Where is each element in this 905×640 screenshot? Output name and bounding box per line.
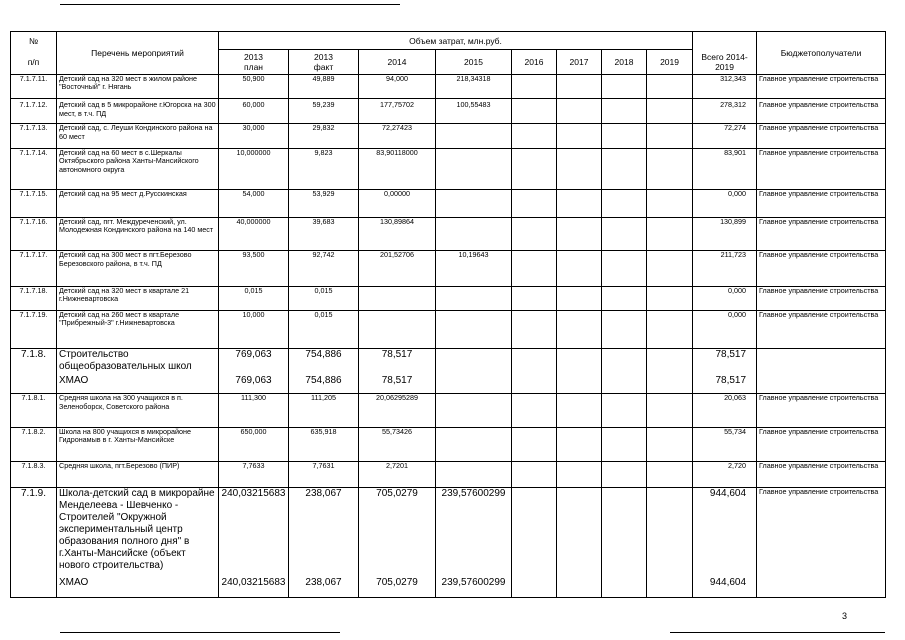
group-sub-total: 78,517 <box>693 375 757 393</box>
row-2014: 20,06295289 <box>359 394 436 427</box>
header-2018: 2018 <box>602 50 647 74</box>
row-fact-2013: 0,015 <box>289 286 359 310</box>
table-row <box>11 427 886 461</box>
header-no-sub: п/п <box>11 50 57 74</box>
group-name: Школа-детский сад в микрорайне Менделеева - Шевченко - Строителей "Окружной экспериментальный центр образования полного дня" в г.Ханты-Мансийске (объект нового строительства) <box>57 488 219 577</box>
table-row <box>11 124 886 148</box>
row-recipient: Главное управление строительства <box>757 148 886 190</box>
row-recipient: Главное управление строительства <box>757 98 886 123</box>
page-number: 3 <box>842 611 848 621</box>
group-plan-2013: 240,03215683 <box>219 488 289 577</box>
group-sub-2015: 239,57600299 <box>436 577 512 597</box>
row-code: 7.1.7.17. <box>11 251 57 287</box>
row-fact-2013: 635,918 <box>289 427 359 461</box>
group-2015: 239,57600299 <box>436 488 512 577</box>
header-measures: Перечень мероприятий <box>57 32 219 75</box>
header-2013-fact: 2013 факт <box>289 50 359 74</box>
row-code: 7.1.7.19. <box>11 310 57 349</box>
row-name: Детский сад на 320 мест в квартале 21 г.Нижневартовска <box>57 286 219 310</box>
row-recipient: Главное управление строительства <box>757 310 886 349</box>
row-plan-2013: 10,000 <box>219 310 289 349</box>
table-row <box>11 74 886 98</box>
row-fact-2013: 29,832 <box>289 124 359 148</box>
row-code: 7.1.7.16. <box>11 217 57 250</box>
row-2014: 0,00000 <box>359 190 436 217</box>
row-plan-2013: 93,500 <box>219 251 289 287</box>
header-total-top <box>693 32 757 50</box>
header-recipient: Бюджетополучатели <box>757 32 886 75</box>
row-plan-2013: 10,000000 <box>219 148 289 190</box>
row-plan-2013: 7,7633 <box>219 461 289 487</box>
group-sub-name: ХМАО <box>57 577 219 597</box>
row-name: Средняя школа, пгт.Березово (ПИР) <box>57 461 219 487</box>
row-2014: 83,90118000 <box>359 148 436 190</box>
row-plan-2013: 111,300 <box>219 394 289 427</box>
scan-edge-line <box>60 632 340 633</box>
header-2019: 2019 <box>647 50 693 74</box>
row-name: Детский сад, пгт. Междуреченский, ул. Молодежная Кондинского района на 140 мест <box>57 217 219 250</box>
group-subtotal-row <box>11 375 886 393</box>
row-code: 7.1.7.15. <box>11 190 57 217</box>
row-plan-2013: 40,000000 <box>219 217 289 250</box>
group-fact-2013: 754,886 <box>289 349 359 375</box>
row-recipient: Главное управление строительства <box>757 217 886 250</box>
group-sub-fact-2013: 754,886 <box>289 375 359 393</box>
row-name: Детский сад в 5 микрорайоне г.Югорска на 300 мест, в т.ч. ПД <box>57 98 219 123</box>
scan-edge-line <box>60 4 400 5</box>
row-total: 72,274 <box>693 124 757 148</box>
row-2014: 177,75702 <box>359 98 436 123</box>
row-fact-2013: 53,929 <box>289 190 359 217</box>
row-name: Детский сад на 260 мест в квартале "Прибрежный-3" г.Нижневартовска <box>57 310 219 349</box>
group-row <box>11 488 886 577</box>
group-2014: 78,517 <box>359 349 436 375</box>
row-2014: 55,73426 <box>359 427 436 461</box>
table-row <box>11 148 886 190</box>
table-row <box>11 310 886 349</box>
row-fact-2013: 39,683 <box>289 217 359 250</box>
row-total: 278,312 <box>693 98 757 123</box>
group-name: Строительство общеобразовательных школ <box>57 349 219 375</box>
row-code: 7.1.8.1. <box>11 394 57 427</box>
row-recipient: Главное управление строительства <box>757 251 886 287</box>
scan-edge-line <box>670 632 885 633</box>
table-row <box>11 461 886 487</box>
row-2014: 2,7201 <box>359 461 436 487</box>
table-row <box>11 286 886 310</box>
row-fact-2013: 111,205 <box>289 394 359 427</box>
row-name: Школа на 800 учащихся в микрорайоне Гидронамыв в г. Ханты-Мансийске <box>57 427 219 461</box>
row-code: 7.1.8.2. <box>11 427 57 461</box>
header-2017: 2017 <box>557 50 602 74</box>
row-total: 0,000 <box>693 310 757 349</box>
budget-table <box>10 31 886 598</box>
row-fact-2013: 9,823 <box>289 148 359 190</box>
row-plan-2013: 54,000 <box>219 190 289 217</box>
group-recipient: Главное управление строительства <box>757 488 886 577</box>
group-sub-name: ХМАО <box>57 375 219 393</box>
row-fact-2013: 7,7631 <box>289 461 359 487</box>
group-sub-2014: 705,0279 <box>359 577 436 597</box>
row-code: 7.1.7.13. <box>11 124 57 148</box>
header-2015: 2015 <box>436 50 512 74</box>
row-total: 20,063 <box>693 394 757 427</box>
row-name: Детский сад, с. Леуши Кондинского района на 60 мест <box>57 124 219 148</box>
row-code: 7.1.7.18. <box>11 286 57 310</box>
row-name: Детский сад на 320 мест в жилом районе "Восточный" г. Нягань <box>57 74 219 98</box>
row-total: 211,723 <box>693 251 757 287</box>
row-2015: 100,55483 <box>436 98 512 123</box>
group-code: 7.1.8. <box>11 349 57 394</box>
header-2014: 2014 <box>359 50 436 74</box>
row-recipient: Главное управление строительства <box>757 190 886 217</box>
group-plan-2013: 769,063 <box>219 349 289 375</box>
row-total: 0,000 <box>693 190 757 217</box>
row-total: 2,720 <box>693 461 757 487</box>
row-recipient: Главное управление строительства <box>757 461 886 487</box>
row-plan-2013: 50,900 <box>219 74 289 98</box>
group-2014: 705,0279 <box>359 488 436 577</box>
row-2015: 10,19643 <box>436 251 512 287</box>
table-row <box>11 217 886 250</box>
group-sub-plan-2013: 769,063 <box>219 375 289 393</box>
row-2014: 94,000 <box>359 74 436 98</box>
table-row <box>11 394 886 427</box>
row-code: 7.1.8.3. <box>11 461 57 487</box>
row-code: 7.1.7.11. <box>11 74 57 98</box>
row-recipient: Главное управление строительства <box>757 394 886 427</box>
group-total: 944,604 <box>693 488 757 577</box>
row-recipient: Главное управление строительства <box>757 427 886 461</box>
row-total: 83,901 <box>693 148 757 190</box>
row-total: 0,000 <box>693 286 757 310</box>
row-2014: 130,89864 <box>359 217 436 250</box>
row-fact-2013: 92,742 <box>289 251 359 287</box>
row-fact-2013: 49,889 <box>289 74 359 98</box>
group-total: 78,517 <box>693 349 757 375</box>
group-sub-total: 944,604 <box>693 577 757 597</box>
row-code: 7.1.7.14. <box>11 148 57 190</box>
row-total: 55,734 <box>693 427 757 461</box>
row-code: 7.1.7.12. <box>11 98 57 123</box>
header-2016: 2016 <box>512 50 557 74</box>
table-row <box>11 190 886 217</box>
row-total: 130,899 <box>693 217 757 250</box>
row-2014: 72,27423 <box>359 124 436 148</box>
row-fact-2013: 0,015 <box>289 310 359 349</box>
row-plan-2013: 650,000 <box>219 427 289 461</box>
group-fact-2013: 238,067 <box>289 488 359 577</box>
row-recipient: Главное управление строительства <box>757 124 886 148</box>
row-2014: 201,52706 <box>359 251 436 287</box>
row-2015: 218,34318 <box>436 74 512 98</box>
row-plan-2013: 0,015 <box>219 286 289 310</box>
table-row <box>11 98 886 123</box>
group-row <box>11 349 886 375</box>
header-2013-plan: 2013 план <box>219 50 289 74</box>
budget-table-sheet <box>10 31 885 598</box>
header-no: № <box>11 32 57 50</box>
header-cost: Объем затрат, млн.руб. <box>219 32 693 50</box>
group-code: 7.1.9. <box>11 488 57 598</box>
header-total: Всего 2014- 2019 <box>693 50 757 74</box>
row-name: Средняя школа на 300 учащихся в п. Зеленоборск, Советского района <box>57 394 219 427</box>
table-row <box>11 251 886 287</box>
group-sub-plan-2013: 240,03215683 <box>219 577 289 597</box>
row-name: Детский сад на 300 мест в пгт.Березово Березовского района, в т.ч. ПД <box>57 251 219 287</box>
group-sub-2014: 78,517 <box>359 375 436 393</box>
row-name: Детский сад на 95 мест д.Русскинская <box>57 190 219 217</box>
row-recipient: Главное управление строительства <box>757 74 886 98</box>
row-fact-2013: 59,239 <box>289 98 359 123</box>
row-name: Детский сад на 60 мест в с.Шеркалы Октябрьского района Ханты-Мансийского автономного округа <box>57 148 219 190</box>
group-subtotal-row <box>11 577 886 597</box>
row-plan-2013: 30,000 <box>219 124 289 148</box>
row-recipient: Главное управление строительства <box>757 286 886 310</box>
row-total: 312,343 <box>693 74 757 98</box>
row-plan-2013: 60,000 <box>219 98 289 123</box>
group-sub-fact-2013: 238,067 <box>289 577 359 597</box>
